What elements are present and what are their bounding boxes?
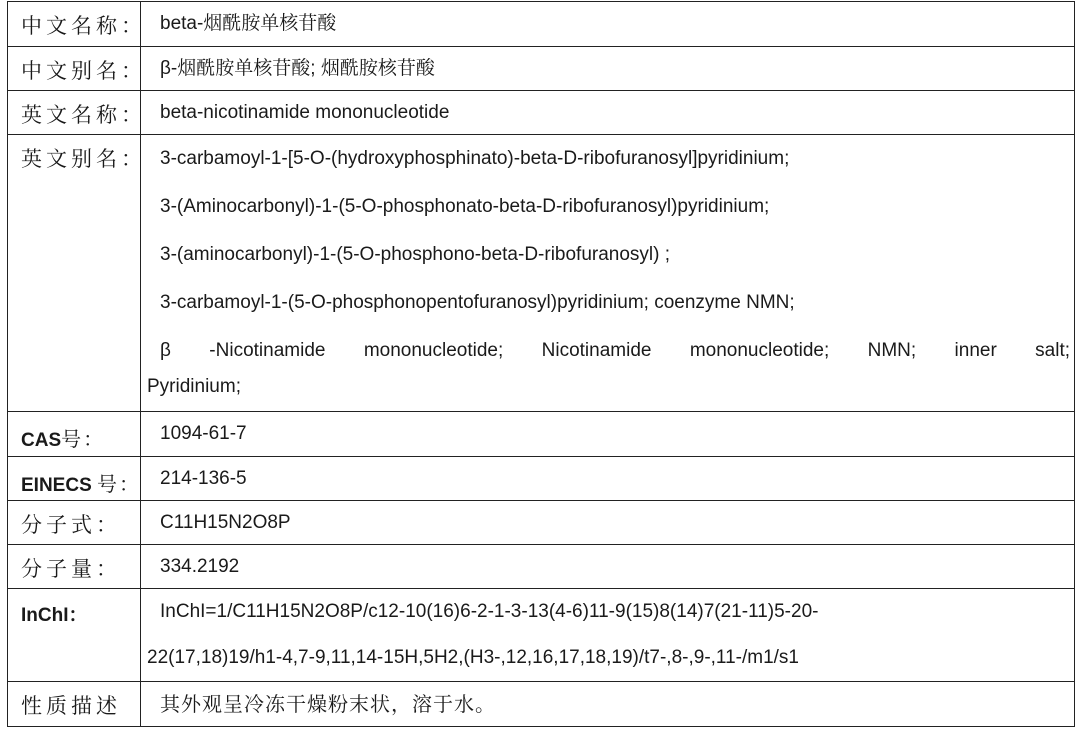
cas-label-cjk: 号： (61, 427, 106, 451)
row-en-name (8, 91, 1075, 135)
compound-info-table (7, 1, 1075, 727)
en-alias-line: 3-(Aminocarbonyl)-1-(5-O-phosphonato-beta-D-ribofuranosyl)pyridinium; (160, 196, 770, 217)
row-einecs (8, 457, 1075, 501)
cas-value: 1094-61-7 (141, 412, 1075, 457)
cas-label (8, 412, 141, 457)
row-formula (8, 501, 1075, 545)
einecs-value: 214-136-5 (141, 457, 1075, 501)
inchi-values (141, 589, 1075, 682)
inchi-line: 22(17,18)19/h1-4,7-9,11,14-15H,5H2,(H3-,12,16,17,18,19)/t7-,8-,9-,11-/m1/s1 (147, 647, 800, 668)
einecs-label-latin: EINECS (21, 475, 98, 496)
mol-weight-value: 334.2192 (141, 545, 1075, 589)
einecs-label-cjk: 号： (97, 472, 142, 496)
properties-label: 性质描述 (8, 682, 141, 727)
row-en-alias (8, 135, 1075, 412)
cn-alias-value: β-烟酰胺单核苷酸; 烟酰胺核苷酸 (141, 47, 1075, 91)
en-alias-values (141, 135, 1075, 412)
en-name-label: 英文名称： (8, 91, 141, 135)
formula-value: C11H15N2O8P (141, 501, 1075, 545)
cn-name-value: beta-烟酰胺单核苷酸 (141, 2, 1075, 47)
row-mol-weight (8, 545, 1075, 589)
row-cn-name (8, 2, 1075, 47)
en-alias-line: 3-carbamoyl-1-(5-O-phosphonopentofuranosyl)pyridinium; coenzyme NMN; (160, 292, 795, 313)
cas-label-latin: CAS (21, 430, 62, 451)
en-alias-line: Pyridinium; (147, 376, 241, 397)
row-cn-alias (8, 47, 1075, 91)
row-properties (8, 682, 1075, 727)
en-name-value: beta-nicotinamide mononucleotide (141, 91, 1075, 135)
en-alias-line: 3-carbamoyl-1-[5-O-(hydroxyphosphinato)-beta-D-ribofuranosyl]pyridinium; (160, 148, 790, 169)
row-inchi (8, 589, 1075, 682)
en-alias-line: β -Nicotinamide mononucleotide; Nicotinamide mononucleotide; NMN; inner salt; (160, 340, 1070, 361)
formula-label: 分子式： (8, 501, 141, 545)
inchi-label: InChI： (8, 589, 141, 682)
einecs-label (8, 457, 141, 501)
row-cas (8, 412, 1075, 457)
en-alias-line: 3-(aminocarbonyl)-1-(5-O-phosphono-beta-D-ribofuranosyl) ; (160, 244, 671, 265)
inchi-line: InChI=1/C11H15N2O8P/c12-10(16)6-2-1-3-13(4-6)11-9(15)8(14)7(21-11)5-20- (160, 601, 819, 622)
cn-alias-label: 中文别名： (8, 47, 141, 91)
cn-name-label: 中文名称： (8, 2, 141, 47)
properties-value: 其外观呈冷冻干燥粉末状，溶于水。 (141, 682, 1075, 727)
mol-weight-label: 分子量： (8, 545, 141, 589)
en-alias-label: 英文别名： (8, 135, 141, 412)
